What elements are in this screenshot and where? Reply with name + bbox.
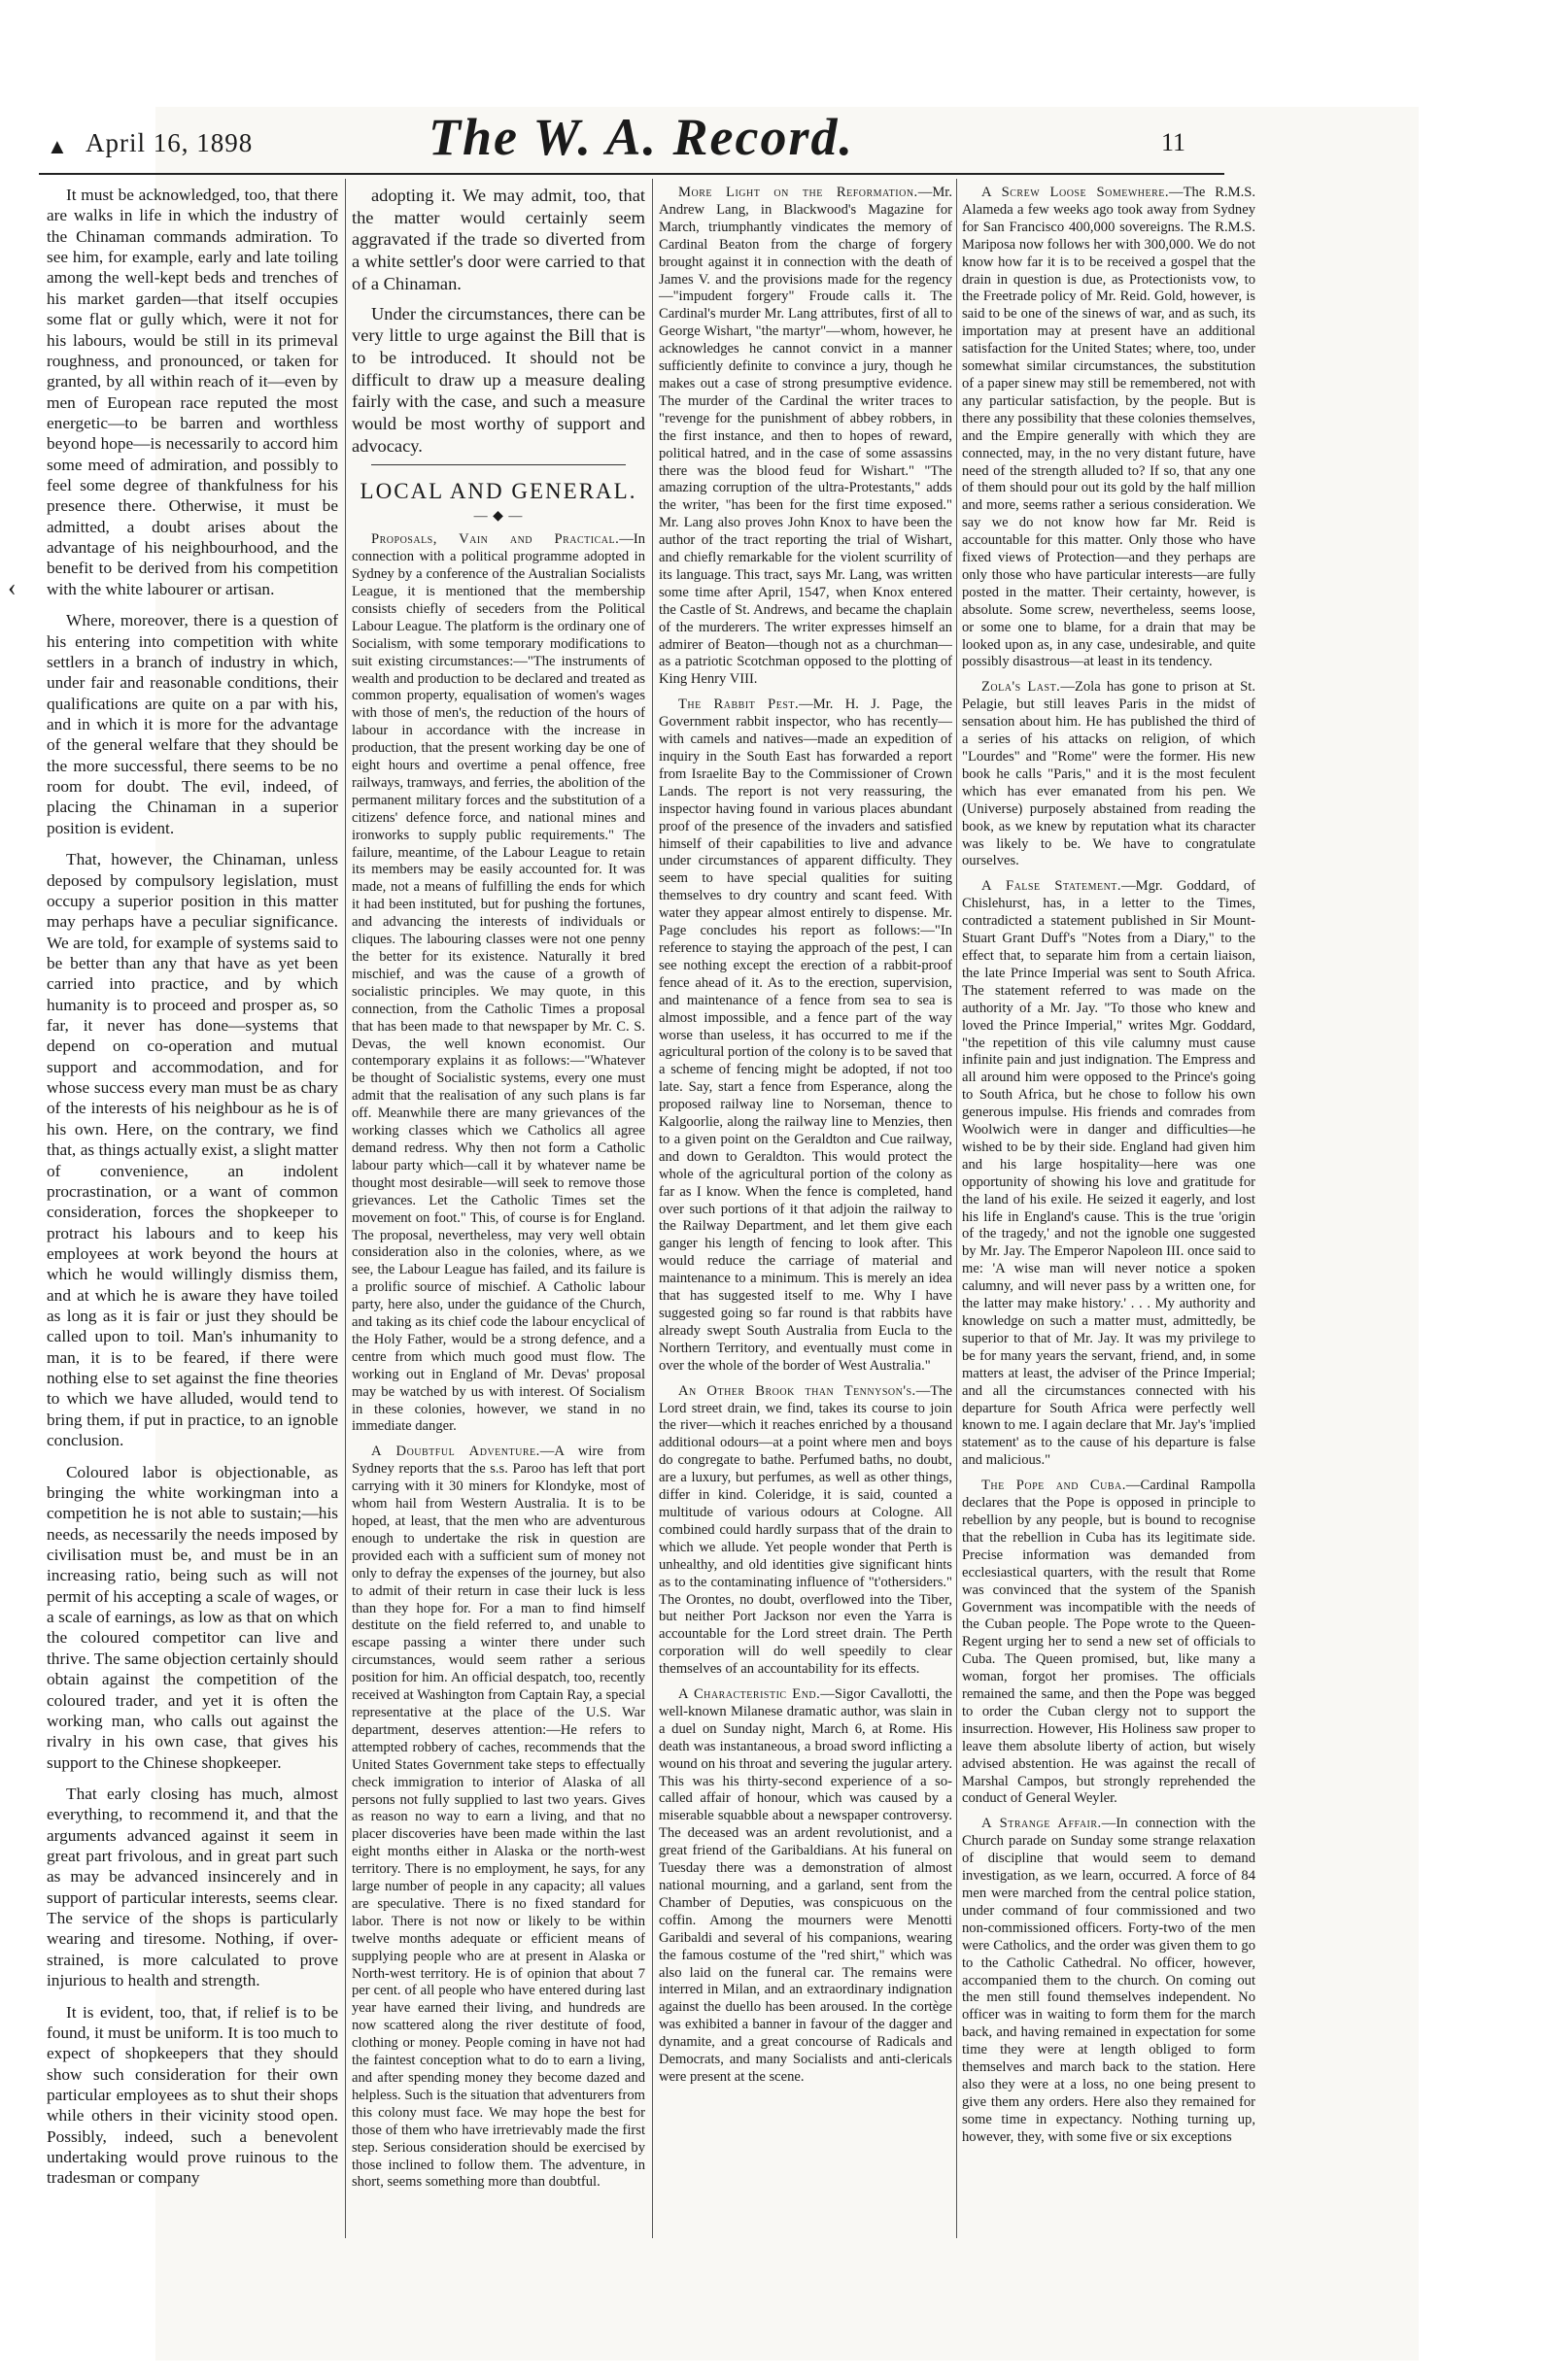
column-rule-3 (956, 179, 957, 2238)
section-divider (371, 464, 626, 465)
column-4 (962, 185, 1255, 2155)
item-heading: A Strange Affair. (981, 1816, 1102, 1832)
item-heading: A Screw Loose Somewhere. (981, 185, 1170, 200)
item-text: —Mr. Andrew Lang, in Blackwood's Magazine for March, triumphantly vindicates the memory of Cardinal Beaton from the charge of forgery brought against it in connection with the death of James V. and the provisions made for the regency—"impudent forgery" Froude calls it. The Cardinal's murder Mr. Lang attributes, first of all to George Wishart, "the martyr"—whom, however, he acknowledges he cannot convict in a manner sufficiently definite to convince a jury, though he makes out a case of strong presumptive evidence. The murder of the Cardinal the writer traces to "revenge for the punishment of abbey robbers, in the first instance, and then to hopes of reward, political hatred, and in the case of some assassins there was the blood feud for Wishart." "The amazing corruption of the ultra-Protestants," adds the writer, "has been for the first time exposed." Mr. Lang also proves John Knox to have been the author of the tract reporting the trial of Wishart, and chiefly remarkable for the violent scurrility of its language. This tract, says Mr. Lang, was written some time after April, 1547, when Knox entered the Castle of St. Andrews, and became the chaplain of the murderers. The writer expresses himself an admirer of Beaton—though not as a churchman—as a patriotic Scotchman opposed to the plotting of King Henry VIII. (659, 185, 952, 688)
editorial-paragraph: It must be acknowledged, too, that there are walks in life in which the industry of the Chinaman commands admiration. To see him, for example, early and late toiling among the well-kept beds and trenches of his market garden—that itself occupies some flat or gully which, were it not for his labours, would be still in its primeval roughness, and pronounced, or taken for granted, by all within reach of it—even by men of European race reputed the most energetic—to be barren and worthless beyond hope—is necessarily to accord him some meed of admiration, and possibly to feel some degree of thankfulness for his presence there. Otherwise, it must be admitted, a doubt arises about the advantage of his neighbourhood, and the benefit to be derived from his competition with the white labourer or artisan. (47, 186, 338, 598)
item-text: —A wire from Sydney reports that the s.s. Paroo has left that port carrying with it 30 miners for Klondyke, most of whom hail from Western Australia. It is to be hoped, at least, that the men who are adventurous enough to undertake the risk in question are provided each with a sufficient sum of money not only to defray the expenses of the journey, but also to admit of their return in case their luck is less than they hope for. For a man to find himself destitute on the field referred to, and unable to escape passing a winter there under such circumstances, would seem rather a serious position for him. An official despatch, too, recently received at Washington from Captain Ray, a special representative at the place of the U.S. War department, deserves attention:—He refers to attempted robbery of caches, recommends that the United States Government take steps to effectually check immigration to interior of Alaska of all persons not fully supplied to last two years. Gives as reason no way to earn a living, and that no placer discoveries have been made within the last eight months either in Alaska or the north-west territory. There is no employment, he says, for any large number of people in any capacity; all values are speculative. There is no fixed standard for labor. There is not now or likely to be within twelve months adequate or efficient means of supplying people who are at present in Alaska or North-west territory. He is of opinion that about 7 per cent. of all people who have entered during last year have earned their living, and hundreds are now scattered along the river destitute of food, clothing or money. People coming in have not had the faintest conception what to do to earn a living, and after spending money they become dazed and helpless. Such is the situation that adventurers from this colony must face. We may hope the best for those of them who have irretrievably made the first step. Serious consideration should be exercised by those inclined to follow them. The adventure, in short, seems something more than doubtful. (352, 1444, 645, 2191)
news-item (659, 1383, 952, 1679)
page-number: 11 (1160, 128, 1185, 156)
news-item (352, 1444, 645, 2192)
news-item (962, 1478, 1255, 1808)
editorial-paragraph: That early closing has much, almost everything, to recommend it, and that the arguments advanced against it seem in great part frivolous, and in great part such as may be advanced insincerely and in support of particular interests, seems clear. The service of the shops is particularly wearing and tiresome. Nothing, if over-strained, is more calculated to prove injurious to health and strength. (47, 1784, 338, 1990)
item-text: —Mgr. Goddard, of Chislehurst, has, in a letter to the Times, contradicted a statement published in Sir Mount-Stuart Grant Duff's "Notes from a Diary," to the effect that, to separate him from a certain liaison, the late Prince Imperial was sent to South Africa. The statement referred to was made on the authority of a Mr. Jay. "To those who knew and loved the Prince Imperial," writes Mgr. Goddard, "the repetition of this vile calumny must cause infinite pain and just indignation. The Empress and all around him were opposed to the Prince's going to South Africa, but he chose to follow his own generous impulse. His friends and comrades from Woolwich were in danger and difficulties—he wished to be by their side. England had given him and his large hospitality—here was one opportunity of showing his love and gratitude for the land of his exile. He seized it eagerly, and lost his life in England's cause. This is the true 'origin of the tragedy,' and not the ignoble one suggested by Mr. Jay. The Emperor Napoleon III. once said to me: 'A wise man will never notice a spoken calumny, and will never pass by a written one, for the latter may make history.' . . . My authority and knowledge on such a matter must, admittedly, be superior to that of Mr. Jay. It was my privilege to be for many years the servant, friend, and, in some matters at least, the adviser of the Prince Imperial; and all the circumstances connected with his departure for South Africa were perfectly well known to me. I again declare that Mr. Jay's 'implied statement' as to the cause of his departure is false and malicious." (962, 878, 1255, 1469)
item-heading: A False Statement. (981, 878, 1122, 895)
editorial-paragraph: adopting it. We may admit, too, that the matter would certainly seem aggravated if the trade so diverted from a white settler's door were carried to that of a Chinaman. (352, 186, 645, 293)
section-title: LOCAL AND GENERAL. (360, 479, 637, 504)
margin-bullet-icon: ▲ (47, 134, 68, 158)
news-item (659, 697, 952, 1375)
margin-mark-icon: ‹ (8, 573, 17, 601)
column-rule-1 (345, 179, 346, 2238)
editorial-paragraph: Where, moreover, there is a question of his entering into competition with white settlers in a branch of industry in which, under fair and reasonable conditions, their qualifications are quite on a par with his, and in which it is more for the advantage of the general welfare that they should be the more successful, there seems to be no room for doubt. The evil, indeed, of placing the Chinaman in a superior position is evident. (47, 611, 338, 837)
item-text: —Zola has gone to prison at St. Pelagie, but still leaves Paris in the midst of sensation about him. He has published the third of a series of his attacks on religion, of which "Lourdes" and "Rome" were the former. His new book he calls "Paris," and it is the most feculent which has ever emanated from his pen. We (Universe) purposely abstained from reading the book, as we knew by reputation what its character was likely to be. We have to congratulate ourselves. (962, 679, 1255, 869)
item-text: —The R.M.S. Alameda a few weeks ago took away from Sydney for San Francisco 400,000 sovereigns. The R.M.S. Mariposa now follows her with 300,000. We do not know how far it is to be received a gospel that the drain in question is due, as Protectionists vow, to the Freetrade policy of Mr. Reid. Gold, however, is said to be one of the sinews of war, and as such, its importation may at present have an additional satisfaction for the United States; where, too, under somewhat similar circumstances, the substitution of a paper sinew may still be remembered, not with any particular satisfaction, by the people. But is there any possibility that these colonies themselves, and the Empire generally with which they are connected, may, in the no very distant future, have need of the strength alluded to? If so, that any one of them should pour out its gold by the half million and more, seems rather a serious consideration. We say we do not know how far Mr. Reid is accountable for this matter. Only those who have fixed views of Protection—and they perhaps are only those who have particular interests—are fully posted in the matter. Their certainty, however, is absolute. Some screw, nevertheless, seems loose, or some one to blame, for a drain that may be looked upon as, in any case, undesirable, and quite possibly disastrous—at least in its tendency. (962, 185, 1255, 670)
column-1 (47, 185, 338, 2199)
item-text: —Mr. H. J. Page, the Government rabbit inspector, who has recently—with camels and natives—made an expedition of inquiry in the South East has forwarded a report from Israelite Bay to the Commissioner of Crown Lands. The report is not very reassuring, the inspector having found in various places abundant proof of the presence of the invaders and satisfied himself of their capabilities to live and advance under circumstances of apparent difficulty. They seem to have special qualities for suiting themselves to dry country and scant feed. With water they appear almost entirely to dispense. Mr. Page concludes his report as follows:—"In reference to staying the approach of the pest, I can see nothing except the erection of a rabbit-proof fence ahead of it. As to the erection, supervision, and maintenance of a fence from sea to sea is almost impossible, and a fence part of the way worse than useless, it has occurred to me if the agricultural portion of the colony is to be saved that a scheme of fencing might be adopted, if not too late. Say, start a fence from Esperance, along the proposed railway line to Norseman, thence to Kalgoorlie, along the railway line to Menzies, then to a given point on the Geraldton and Cue railway, and down to Geraldton. This would protect the whole of the agricultural portion of the colony as far as I know. When the fence is completed, hand over such portions of it that adjoin the railway to the Railway Department, and let them give each ganger his length of fencing to look after. This would reduce the carriage of material and maintenance to a minimum. This is merely an idea that has suggested itself to me. Why I have suggested going so far round is that rabbits have already swept South Australia from Eucla to the Northern Territory, and eventually must come in over the whole of the border of West Australia." (659, 697, 952, 1374)
issue-date: April 16, 1898 (86, 128, 254, 157)
item-text: —The Lord street drain, we find, takes its course to join the river—which it reaches enriched by a thousand additional odours—at a point where men and boys do congregate to bathe. Perfumed baths, no doubt, are a luxury, but perfumes, as well as other things, differ in kind. Coleridge, it is said, counted a multitude of various odours at Cologne. All combined could hardly surpass that of the drain to which we allude. Yet people wonder that Perth is unhealthy, and old identities give significant hints as to the contaminating influence of "t'othersiders." The Orontes, no doubt, overflowed into the Tiber, but neither Port Jackson nor even the Yarra is accountable for the Lord street drain. The Perth corporation will do well speedily to clear themselves of an accountability for its effects. (659, 1382, 952, 1678)
item-heading: A Doubtful Adventure. (371, 1444, 540, 1460)
masthead: The W. A. Record. (429, 108, 854, 166)
item-heading: Zola's Last. (981, 679, 1061, 696)
column-2 (352, 185, 645, 2199)
item-text: —Sigor Cavallotti, the well-known Milanese dramatic author, was slain in a duel on Sunday night, March 6, at Rome. His death was instantaneous, a broad sword inflicting a wound on his throat and severing the jugular artery. This was his thirty-second experience of a so-called affair of honour, which was caused by a miserable squabble about a newspaper controversy. The deceased was an ardent revolutionist, and a great friend of the Garibaldians. At his funeral on Tuesday there was a demonstration of almost national mourning, and a garland, sent from the Chamber of Deputies, was conspicuous on the coffin. Among the mourners were Menotti Garibaldi and several of his companions, wearing the famous costume of the "red shirt," which was also laid on the funeral car. The remains were interred in Milan, and an extraordinary indignation against the duello has been aroused. In the cortège was exhibited a banner in favour of the dagger and dynamite, and a great concourse of Radicals and Democrats, and many Socialists and anti-clericals were present at the scene. (659, 1686, 952, 2085)
item-heading: An Other Brook than Tennyson's. (678, 1382, 916, 1399)
item-text: —In connection with a political programme adopted in Sydney by a conference of the Australian Socialists League, it is mentioned that the membership consists chiefly of seceders from the Political Labour League. The platform is the ordinary one of Socialism, with some temporary modifications to suit existing circumstances:—"The instruments of wealth and production to be declared and treated as common property, equalisation of women's wages with those of men's, the reduction of the hours of labour in accordance with the increase in production, that the present working day be one of eight hours and overtime a penal offence, free railways, tramways, and ferries, the abolition of the permanent military forces and the substitution of a citizens' defence force, and national mines and ironworks to supply public requirements." The failure, meantime, of the Labour League to retain its members may be easily accounted for. It was made, not a means of fulfilling the ends for which it had been instituted, but for pushing the fortunes, and advancing the interests of individuals or cliques. The labouring classes were not one penny the better for its existence. Naturally it bred mischief, and was the cause of a growth of socialistic principles. We may quote, in this connection, from the Catholic Times a proposal that has been made to that newspaper by Mr. C. S. Devas, the well known economist. Our contemporary explains it as follows:—"Whatever be thought of Socialistic systems, every one must admit that the realisation of any such plans is far off. Meanwhile there are many grievances of the working classes which we Catholics all agree demand redress. Why then not form a Catholic labour party which—call it by whatever name be thought most desirable—will seek to remove those grievances. Let the Catholic Times set the movement on foot." This, of course is for England. The proposal, nevertheless, may very well obtain consideration also in the colonies, where, as we see, the Labour League has failed, and its failure is a prolific source of mischief. A Catholic labour party, here also, under the guidance of the Church, and taking as its chief code the labour encyclical of the Holy Father, would be a strong defence, and a centre from which much good must flow. The working out in England of Mr. Devas' proposal may be watched by us with interest. Of Socialism in these colonies, however, we stand in no immediate danger. (352, 531, 645, 1435)
item-heading: More Light on the Reformation. (678, 185, 918, 200)
news-item (659, 185, 952, 689)
item-text: —Cardinal Rampolla declares that the Pope is opposed in principle to rebellion by any people, but is bound to recognise that the rebellion in Cuba has its legitimate side. Precise information was demanded from ecclesiastical quarters, with the result that Rome was convinced that the system of the Spanish Government was incompatible with the needs of the Cuban people. The Pope wrote to the Queen-Regent urging her to send a new set of officials to Cuba. The Queen promised, but, like many a woman, forgot her promises. The officials remained the same, and then the Pope was begged to order the Cuban clergy not to support the insurrection. However, His Holiness saw proper to leave them absolute liberty of action, but wisely advised abstention. He was against the recall of Marshal Campos, but strongly reprehended the conduct of General Weyler. (962, 1478, 1255, 1807)
news-item (962, 1816, 1255, 2146)
item-text: —In connection with the Church parade on Sunday some strange relaxation of discipline that would seem to demand investigation, as we learn, occurred. A force of 84 men were marched from the central police station, under command of four commissioned and two non-commissioned officers. Forty-two of the men were Catholics, and the order was given them to go to the Catholic Cathedral. No officer, however, accompanied them to the church. On coming out the men still found themselves independent. No officer was in waiting to form them for the march back, and having remained in expectation for some time they were at length obliged to form themselves and march back to the station. Here also they were at a loss, no one being present to give them any orders. Here also they remained for some time in expectancy. Nothing turning up, however, they, with some five or six exceptions (962, 1816, 1256, 2145)
item-heading: Proposals, Vain and Practical. (371, 531, 620, 548)
news-item (352, 531, 645, 1436)
editorial-paragraph: Coloured labor is objectionable, as bringing the white workingman into a competition he is not able to sustain;—his needs, as necessarily the needs imposed by civilisation must be, and must be in an increasing ratio, being such as will not permit of his accepting a scale of wages, or a scale of earnings, as low as that on which the coloured competitor can live and thrive. The same objection certainly should obtain against the competition of the coloured trader, and yet it is often the working man, who calls out against the rivalry in his own case, that gives his support to the Chinese shopkeeper. (47, 1462, 338, 1772)
item-heading: The Pope and Cuba. (981, 1478, 1126, 1494)
news-item (962, 679, 1255, 870)
item-heading: The Rabbit Pest. (678, 697, 800, 713)
header-rule (39, 173, 1224, 175)
ornament-divider: — ◆ — (473, 509, 524, 525)
news-item (962, 878, 1255, 1470)
page-header (39, 107, 1224, 165)
news-item (962, 185, 1255, 671)
news-item (659, 1686, 952, 2087)
editorial-paragraph: That, however, the Chinaman, unless deposed by compulsory legislation, must occupy a superior position in this matter may perhaps have a peculiar significance. We are told, for example of systems said to be better than any that have as yet been carried into practice, and by which humanity is to proceed and prosper as, so far, it never has done—systems that depend on co-operation and mutual support and accommodation, and for whose success every man must be as chary of the interests of his neighbour as he is of his own. Here, on the contrary, we find that, as things actually exist, a slight matter of convenience, an indolent procrastination, or a want of common consideration, forces the shopkeeper to protract his labours and to keep his employees at work beyond the hours at which he would willingly dismiss them, and at which he is aware they have toiled as long as it is fair or just they should be called upon to toil. Man's inhumanity to man, it is to be feared, if there were nothing else to set against the fine theories to which we have alluded, would tend to bring them, if put in practice, to an ignoble conclusion. (47, 850, 338, 1450)
column-3 (659, 185, 952, 2094)
editorial-paragraph: Under the circumstances, there can be very little to urge against the Bill that is to be introduced. It should not be difficult to draw up a measure dealing fairly with the case, and such a measure would be most worthy of support and advocacy. (352, 303, 645, 456)
editorial-paragraph: It is evident, too, that, if relief is to be found, it must be uniform. It is too much to expect of shopkeepers that they should show such consideration for their own particular employees as to shut their shops while others in their vicinity stood open. Possibly, indeed, such a benevolent undertaking would prove ruinous to the tradesman or company (47, 2002, 338, 2188)
item-heading: A Characteristic End. (678, 1686, 821, 1703)
column-rule-2 (652, 179, 653, 2238)
